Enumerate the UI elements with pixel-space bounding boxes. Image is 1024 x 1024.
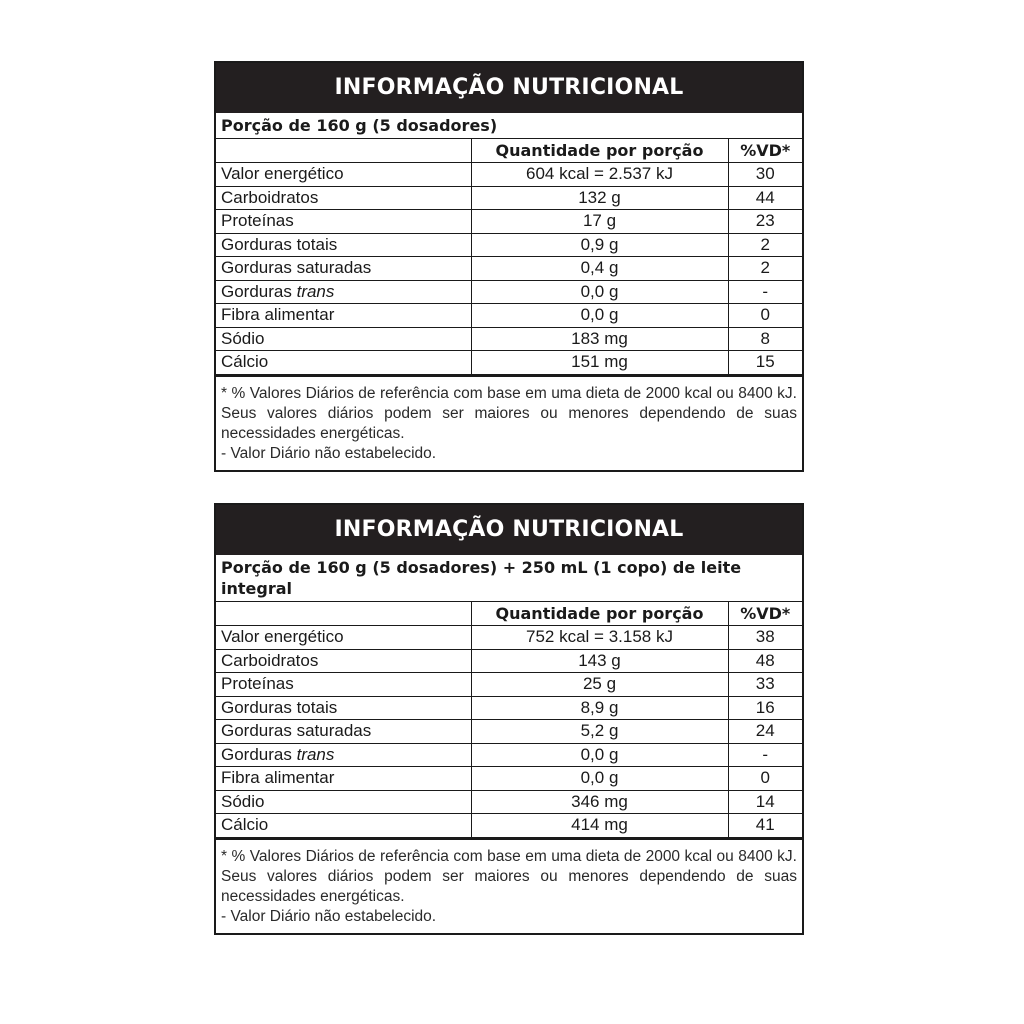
header-quantity: Quantidade por porção bbox=[471, 139, 728, 163]
table-row bbox=[216, 673, 802, 697]
header-quantity: Quantidade por porção bbox=[471, 602, 728, 626]
nutrition-panel-1 bbox=[214, 61, 804, 472]
nutrient-vd: 14 bbox=[728, 790, 802, 814]
table-row bbox=[216, 233, 802, 257]
nutrient-quantity: 8,9 g bbox=[471, 696, 728, 720]
table-row bbox=[216, 626, 802, 650]
nutrient-quantity: 346 mg bbox=[471, 790, 728, 814]
nutrient-name bbox=[216, 280, 471, 304]
nutrient-quantity: 143 g bbox=[471, 649, 728, 673]
panel-title: INFORMAÇÃO NUTRICIONAL bbox=[216, 63, 802, 113]
nutrition-table bbox=[216, 602, 802, 838]
nutrient-name-prefix: Gorduras bbox=[221, 281, 297, 301]
table-header-row bbox=[216, 602, 802, 626]
nutrient-vd: 8 bbox=[728, 327, 802, 351]
nutrient-vd: 33 bbox=[728, 673, 802, 697]
portion-label: Porção de 160 g (5 dosadores) + 250 mL (1 copo) de leite integral bbox=[216, 555, 802, 602]
nutrient-vd: 44 bbox=[728, 186, 802, 210]
nutrient-vd: 16 bbox=[728, 696, 802, 720]
nutrient-quantity: 0,9 g bbox=[471, 233, 728, 257]
footnote-main: * % Valores Diários de referência com base em uma dieta de 2000 kcal ou 8400 kJ. Seus valores diários podem ser maiores ou menores dependendo de suas necessidades energéticas. bbox=[221, 847, 797, 905]
nutrient-name-italic: trans bbox=[296, 744, 335, 764]
table-row bbox=[216, 814, 802, 838]
nutrient-quantity: 0,4 g bbox=[471, 257, 728, 281]
nutrient-quantity: 752 kcal = 3.158 kJ bbox=[471, 626, 728, 650]
nutrient-vd: 0 bbox=[728, 304, 802, 328]
footnote bbox=[216, 375, 802, 470]
table-row bbox=[216, 767, 802, 791]
footnote bbox=[216, 838, 802, 933]
nutrient-vd: 48 bbox=[728, 649, 802, 673]
nutrient-name-prefix: Gorduras bbox=[221, 744, 297, 764]
nutrient-quantity: 414 mg bbox=[471, 814, 728, 838]
nutrient-quantity: 604 kcal = 2.537 kJ bbox=[471, 163, 728, 187]
table-row bbox=[216, 304, 802, 328]
nutrient-quantity: 183 mg bbox=[471, 327, 728, 351]
portion-label: Porção de 160 g (5 dosadores) bbox=[216, 113, 802, 139]
nutrient-quantity: 0,0 g bbox=[471, 743, 728, 767]
nutrient-vd: 0 bbox=[728, 767, 802, 791]
table-row bbox=[216, 280, 802, 304]
nutrient-vd: 2 bbox=[728, 233, 802, 257]
nutrient-name: Gorduras saturadas bbox=[216, 720, 471, 744]
nutrient-name: Gorduras totais bbox=[216, 696, 471, 720]
nutrient-vd: - bbox=[728, 280, 802, 304]
nutrient-quantity: 0,0 g bbox=[471, 767, 728, 791]
table-row bbox=[216, 351, 802, 375]
table-row bbox=[216, 257, 802, 281]
nutrient-name: Cálcio bbox=[216, 351, 471, 375]
table-row bbox=[216, 743, 802, 767]
nutrient-name: Sódio bbox=[216, 790, 471, 814]
nutrient-vd: 38 bbox=[728, 626, 802, 650]
nutrient-vd: 15 bbox=[728, 351, 802, 375]
nutrient-vd: 30 bbox=[728, 163, 802, 187]
nutrition-panel-2 bbox=[214, 503, 804, 935]
nutrient-vd: 41 bbox=[728, 814, 802, 838]
header-vd: %VD* bbox=[728, 602, 802, 626]
nutrient-quantity: 25 g bbox=[471, 673, 728, 697]
nutrient-vd: 24 bbox=[728, 720, 802, 744]
nutrient-vd: 23 bbox=[728, 210, 802, 234]
nutrient-name: Proteínas bbox=[216, 210, 471, 234]
footnote-dash: - Valor Diário não estabelecido. bbox=[221, 444, 437, 462]
footnote-dash: - Valor Diário não estabelecido. bbox=[221, 907, 437, 925]
nutrition-table bbox=[216, 139, 802, 375]
table-row bbox=[216, 790, 802, 814]
nutrient-name bbox=[216, 743, 471, 767]
nutrient-name: Cálcio bbox=[216, 814, 471, 838]
nutrient-name: Carboidratos bbox=[216, 649, 471, 673]
nutrient-quantity: 0,0 g bbox=[471, 280, 728, 304]
table-row bbox=[216, 186, 802, 210]
nutrient-quantity: 17 g bbox=[471, 210, 728, 234]
nutrient-quantity: 151 mg bbox=[471, 351, 728, 375]
nutrient-name: Carboidratos bbox=[216, 186, 471, 210]
nutrient-name: Sódio bbox=[216, 327, 471, 351]
nutrient-name: Fibra alimentar bbox=[216, 767, 471, 791]
table-row bbox=[216, 720, 802, 744]
header-vd: %VD* bbox=[728, 139, 802, 163]
table-row bbox=[216, 163, 802, 187]
table-row bbox=[216, 649, 802, 673]
footnote-main: * % Valores Diários de referência com base em uma dieta de 2000 kcal ou 8400 kJ. Seus valores diários podem ser maiores ou menores dependendo de suas necessidades energéticas. bbox=[221, 384, 797, 442]
panel-title: INFORMAÇÃO NUTRICIONAL bbox=[216, 505, 802, 555]
table-row bbox=[216, 696, 802, 720]
nutrient-name: Gorduras saturadas bbox=[216, 257, 471, 281]
nutrient-quantity: 132 g bbox=[471, 186, 728, 210]
nutrient-name-italic: trans bbox=[296, 281, 335, 301]
nutrient-name: Proteínas bbox=[216, 673, 471, 697]
nutrient-vd: - bbox=[728, 743, 802, 767]
nutrient-quantity: 0,0 g bbox=[471, 304, 728, 328]
table-row bbox=[216, 210, 802, 234]
table-header-row bbox=[216, 139, 802, 163]
nutrient-quantity: 5,2 g bbox=[471, 720, 728, 744]
nutrient-vd: 2 bbox=[728, 257, 802, 281]
nutrient-name: Valor energético bbox=[216, 626, 471, 650]
nutrient-name: Gorduras totais bbox=[216, 233, 471, 257]
header-blank-cell bbox=[216, 139, 471, 163]
nutrient-name: Fibra alimentar bbox=[216, 304, 471, 328]
table-row bbox=[216, 327, 802, 351]
nutrient-name: Valor energético bbox=[216, 163, 471, 187]
header-blank-cell bbox=[216, 602, 471, 626]
